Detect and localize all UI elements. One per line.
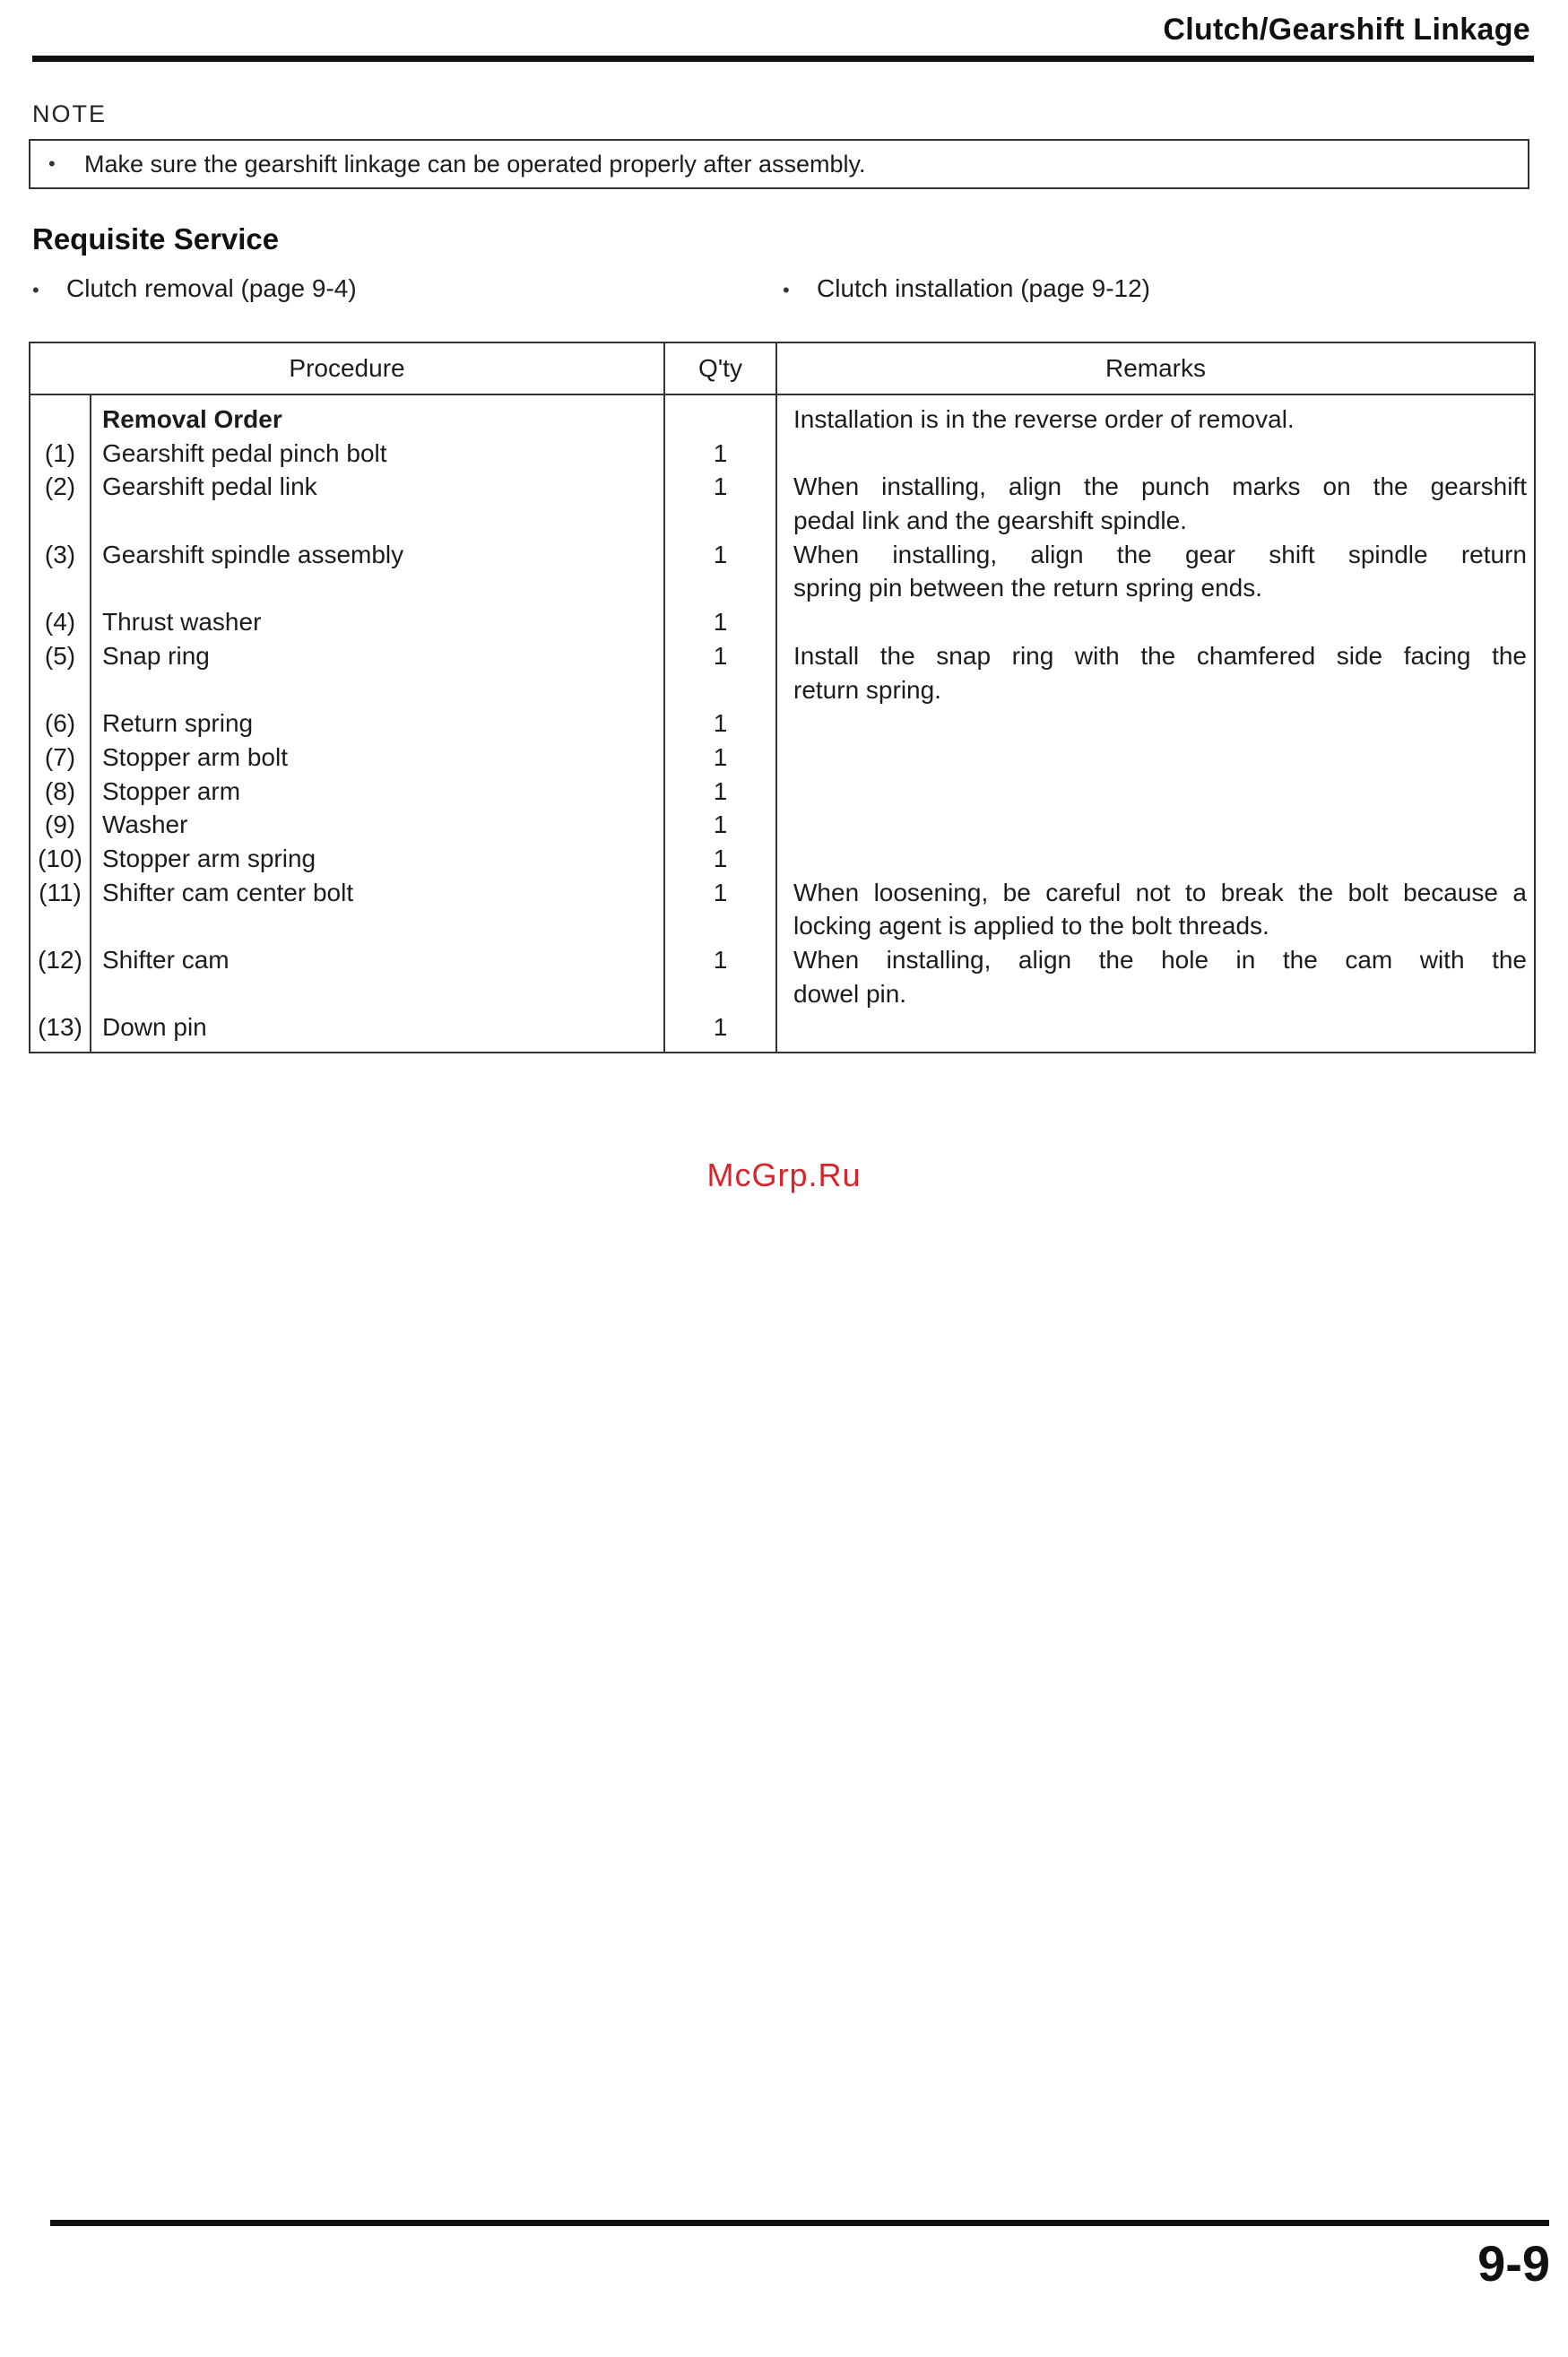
item-number: (7) xyxy=(44,742,76,771)
procedure-column xyxy=(91,394,664,1053)
item-number-blank xyxy=(30,977,90,1011)
bullet-icon: • xyxy=(48,152,56,175)
procedure-table xyxy=(29,342,1536,1053)
remark-line: locking agent is applied to the bolt threads. xyxy=(793,912,1269,940)
procedure-name: Gearshift pedal link xyxy=(102,472,317,501)
item-number: (6) xyxy=(44,709,76,738)
item-qty: 1 xyxy=(713,742,728,771)
remark-line: When loosening, be careful not to break the bolt because a xyxy=(793,878,1527,906)
item-number: (5) xyxy=(44,641,76,670)
procedure-name: Gearshift spindle assembly xyxy=(102,540,404,568)
procedure-name: Shifter cam center bolt xyxy=(102,878,354,906)
header-rule xyxy=(32,56,1534,62)
remark-line: pedal link and the gearshift spindle. xyxy=(793,507,1187,535)
item-qty: 1 xyxy=(713,1013,728,1042)
qty-blank xyxy=(665,673,775,707)
procedure-blank xyxy=(91,504,663,538)
procedure-name: Down pin xyxy=(102,1013,207,1042)
procedure-blank xyxy=(91,909,663,943)
qty-blank xyxy=(665,571,775,605)
procedure-blank xyxy=(91,977,663,1011)
remark-blank xyxy=(777,605,1534,639)
item-qty: 1 xyxy=(713,844,728,872)
header-remarks: Remarks xyxy=(776,342,1535,394)
remark-line: When installing, align the hole in the cam with the xyxy=(793,946,1527,974)
procedure-name: Gearshift pedal pinch bolt xyxy=(102,438,387,467)
note-box xyxy=(29,139,1529,189)
item-number-blank xyxy=(30,403,90,437)
order-remark: Installation is in the reverse order of removal. xyxy=(793,405,1295,433)
item-qty: 1 xyxy=(713,878,728,906)
header-qty: Q'ty xyxy=(664,342,776,394)
item-qty: 1 xyxy=(713,810,728,839)
requisite-item-text: Clutch removal (page 9-4) xyxy=(66,274,357,302)
remarks-column xyxy=(776,394,1535,1053)
remark-blank xyxy=(777,741,1534,775)
header-procedure: Procedure xyxy=(30,342,664,394)
requisite-item-text: Clutch installation (page 9-12) xyxy=(817,274,1150,302)
qty-blank xyxy=(665,909,775,943)
procedure-name: Snap ring xyxy=(102,641,210,670)
item-number: (13) xyxy=(38,1013,82,1042)
bullet-icon: • xyxy=(32,279,39,301)
remark-line: When installing, align the punch marks on the gearshift xyxy=(793,472,1527,501)
item-number: (8) xyxy=(44,776,76,805)
item-qty: 1 xyxy=(713,709,728,738)
procedure-name: Washer xyxy=(102,810,188,839)
item-number: (9) xyxy=(44,810,76,839)
qty-blank xyxy=(665,403,775,437)
item-number: (3) xyxy=(44,540,76,568)
item-qty: 1 xyxy=(713,776,728,805)
item-qty: 1 xyxy=(713,641,728,670)
table-body xyxy=(30,394,1535,1053)
item-qty: 1 xyxy=(713,438,728,467)
procedure-name: Shifter cam xyxy=(102,946,230,974)
item-qty: 1 xyxy=(713,946,728,974)
removal-order-title: Removal Order xyxy=(102,405,282,433)
remark-blank xyxy=(777,1010,1534,1044)
requisite-item xyxy=(32,274,357,303)
remark-line: return spring. xyxy=(793,675,941,704)
remark-line: When installing, align the gear shift spindle return xyxy=(793,540,1527,568)
remark-line: dowel pin. xyxy=(793,979,907,1008)
requisite-service-title: Requisite Service xyxy=(32,222,280,256)
item-number-blank xyxy=(30,504,90,538)
note-text: Make sure the gearshift linkage can be operated properly after assembly. xyxy=(84,150,866,178)
item-number-blank xyxy=(30,571,90,605)
procedure-blank xyxy=(91,571,663,605)
table-header-row xyxy=(30,342,1535,394)
item-number: (11) xyxy=(39,878,82,906)
requisite-item xyxy=(783,274,1150,303)
remark-blank xyxy=(777,808,1534,842)
qty-blank xyxy=(665,977,775,1011)
item-number-blank xyxy=(30,909,90,943)
remark-line: Install the snap ring with the chamfered side facing the xyxy=(793,641,1527,670)
qty-blank xyxy=(665,504,775,538)
watermark: McGrp.Ru xyxy=(706,1157,862,1193)
procedure-name: Thrust washer xyxy=(102,608,262,637)
remark-blank xyxy=(777,706,1534,741)
note-label: NOTE xyxy=(32,100,108,127)
item-number: (12) xyxy=(38,946,82,974)
footer-rule xyxy=(50,2220,1549,2226)
item-qty: 1 xyxy=(713,540,728,568)
procedure-name: Stopper arm bolt xyxy=(102,742,288,771)
item-qty: 1 xyxy=(713,472,728,501)
remark-blank xyxy=(777,842,1534,876)
procedure-name: Return spring xyxy=(102,709,254,738)
quantity-column xyxy=(664,394,776,1053)
item-number: (4) xyxy=(44,608,76,637)
remark-blank xyxy=(777,775,1534,809)
bullet-icon: • xyxy=(783,279,790,301)
item-number: (10) xyxy=(38,844,82,872)
page-number: 9-9 xyxy=(1477,2235,1550,2292)
procedure-name: Stopper arm xyxy=(102,776,241,805)
item-number-column xyxy=(30,394,91,1053)
item-qty: 1 xyxy=(713,608,728,637)
procedure-name: Stopper arm spring xyxy=(102,844,316,872)
item-number: (2) xyxy=(44,472,76,501)
remark-line: spring pin between the return spring ends. xyxy=(793,574,1262,602)
item-number: (1) xyxy=(44,438,76,467)
procedure-blank xyxy=(91,673,663,707)
page-header-title: Clutch/Gearshift Linkage xyxy=(1163,13,1530,47)
remark-blank xyxy=(777,437,1534,471)
item-number-blank xyxy=(30,673,90,707)
